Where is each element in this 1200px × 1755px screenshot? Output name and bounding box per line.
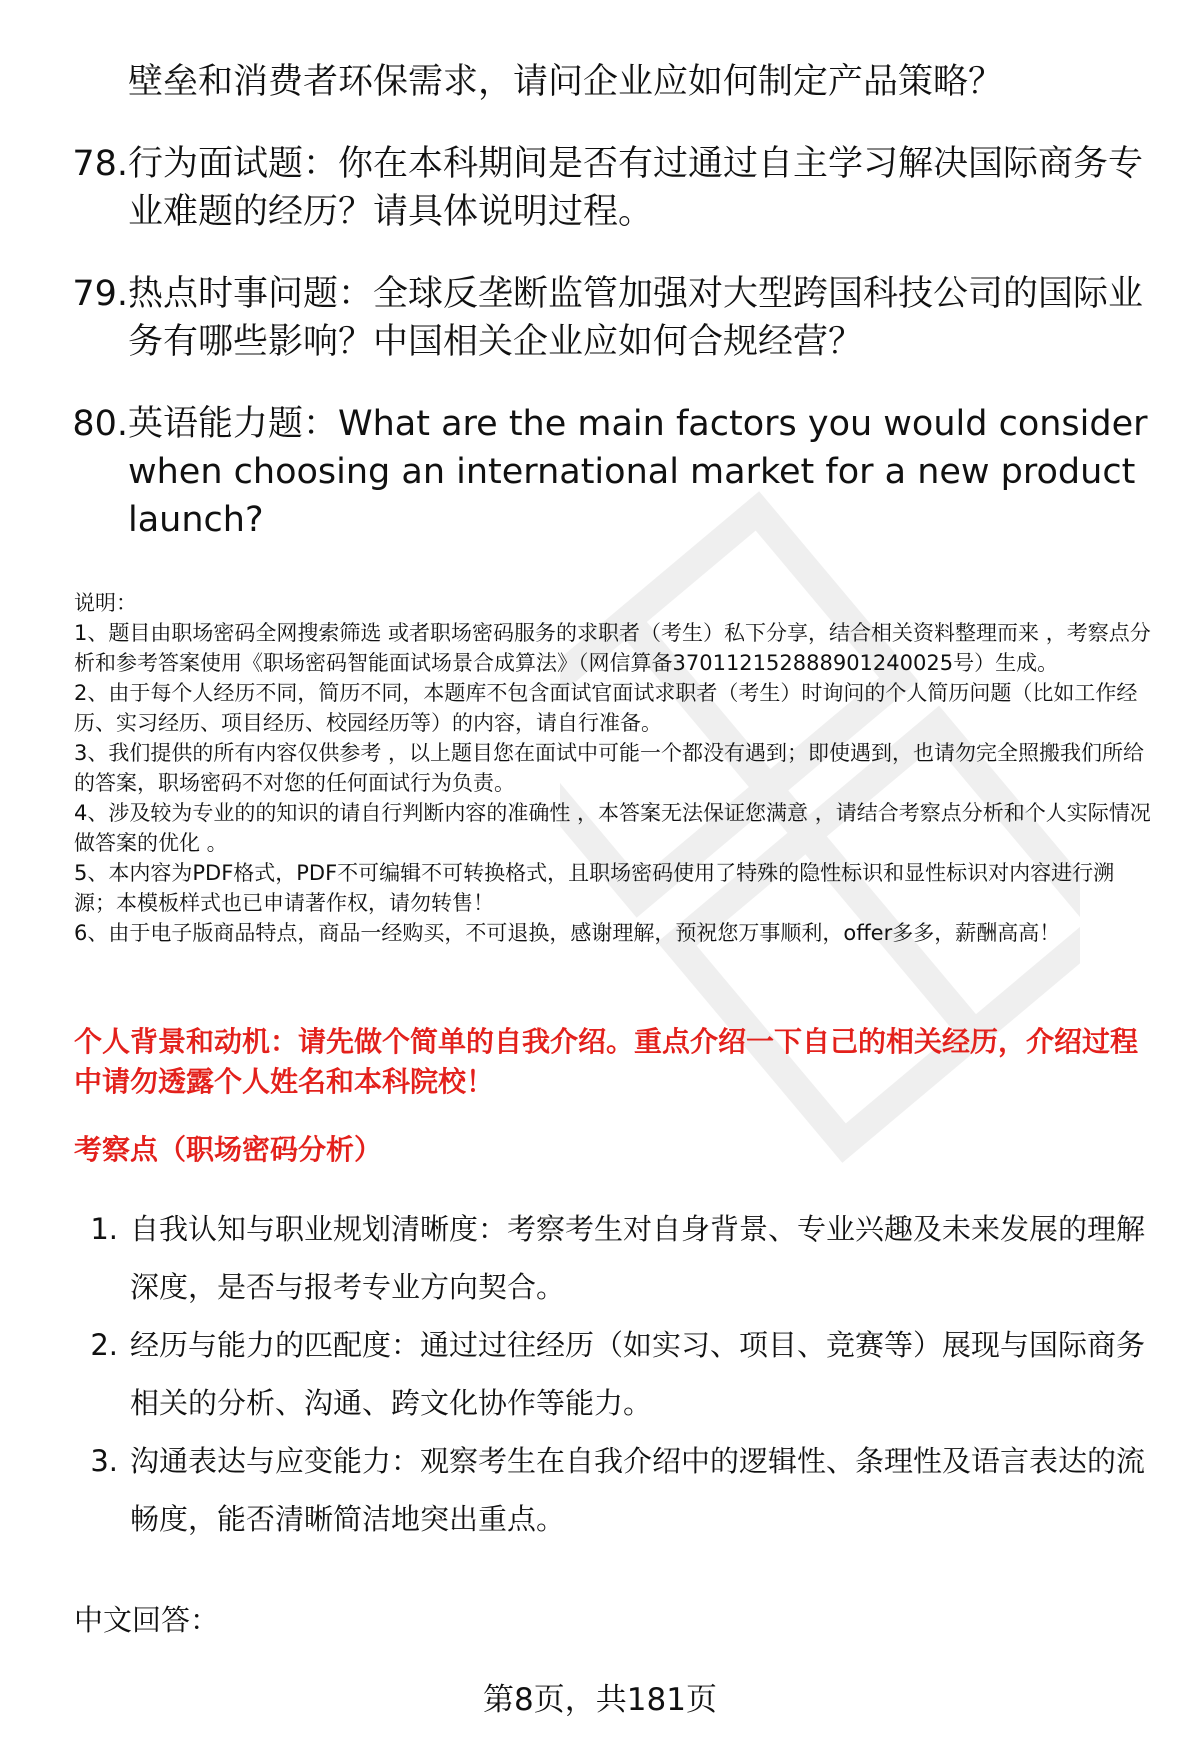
point-number: 1. — [90, 1212, 118, 1246]
question-number: 78. — [72, 144, 128, 184]
note-item: 6、由于电子版商品特点，商品一经购买，不可退换，感谢理解，预祝您万事顺利，offer多多，薪酬高高！ — [74, 921, 1061, 945]
point-item — [0, 1316, 1200, 1432]
question-item — [0, 140, 1200, 236]
question-number: 79. — [72, 274, 128, 314]
question-continuation — [0, 58, 1200, 106]
question-text: 行为面试题：你在本科期间是否有过通过自主学习解决国际商务专业难题的经历？请具体说明过程。 — [128, 144, 1144, 232]
question-text: 英语能力题：What are the main factors you would consider when choosing an international market for a new product launch? — [128, 404, 1148, 540]
points-heading: 考察点（职场密码分析） — [74, 1133, 383, 1166]
section-title: 个人背景和动机：请先做个简单的自我介绍。重点介绍一下自己的相关经历，介绍过程中请勿透露个人姓名和本科院校！ — [74, 1025, 1139, 1098]
point-item — [0, 1200, 1200, 1316]
notes-heading: 说明： — [74, 591, 137, 615]
point-text: 沟通表达与应变能力：观察考生在自我介绍中的逻辑性、条理性及语言表达的流畅度，能否清晰简洁地突出重点。 — [130, 1444, 1146, 1536]
note-item: 2、由于每个人经历不同，简历不同，本题库不包含面试官面试求职者（考生）时询问的个人简历问题（比如工作经历、实习经历、项目经历、校园经历等）的内容，请自行准备。 — [74, 681, 1138, 735]
answer-label: 中文回答： — [74, 1603, 220, 1637]
note-item: 4、涉及较为专业的的知识的请自行判断内容的准确性 ，本答案无法保证您满意 ，请结合考察点分析和个人实际情况做答案的优化 。 — [74, 801, 1151, 855]
point-number: 3. — [90, 1444, 118, 1478]
question-text: 壁垒和消费者环保需求，请问企业应如何制定产品策略？ — [128, 62, 1004, 102]
question-number: 80. — [72, 404, 128, 444]
question-item — [0, 270, 1200, 366]
question-text: 热点时事问题：全球反垄断监管加强对大型跨国科技公司的国际业务有哪些影响？中国相关企业应如何合规经营？ — [128, 274, 1144, 362]
note-item: 3、我们提供的所有内容仅供参考 ，以上题目您在面试中可能一个都没有遇到；即使遇到，也请勿完全照搬我们所给的答案，职场密码不对您的任何面试行为负责。 — [74, 741, 1145, 795]
assessment-points — [0, 1200, 1200, 1548]
disclaimer-notes — [74, 588, 1154, 948]
point-text: 经历与能力的匹配度：通过过往经历（如实习、项目、竞赛等）展现与国际商务相关的分析、沟通、跨文化协作等能力。 — [130, 1328, 1146, 1420]
note-item: 1、题目由职场密码全网搜索筛选 或者职场密码服务的求职者（考生）私下分享，结合相关资料整理而来 ，考察点分析和参考答案使用《职场密码智能面试场景合成算法》（网信算备370112152888901240025号）生成。 — [74, 621, 1151, 675]
question-item — [0, 400, 1200, 544]
point-number: 2. — [90, 1328, 118, 1362]
question-number — [0, 58, 128, 106]
point-item — [0, 1432, 1200, 1548]
note-item: 5、本内容为PDF格式，PDF不可编辑不可转换格式，且职场密码使用了特殊的隐性标识和显性标识对内容进行溯源；本模板样式也已申请著作权，请勿转售！ — [74, 861, 1115, 915]
point-text: 自我认知与职业规划清晰度：考察考生对自身背景、专业兴趣及未来发展的理解深度，是否与报考专业方向契合。 — [130, 1212, 1146, 1304]
page-footer: 第8页，共181页 — [483, 1682, 717, 1718]
question-list — [0, 58, 1200, 578]
